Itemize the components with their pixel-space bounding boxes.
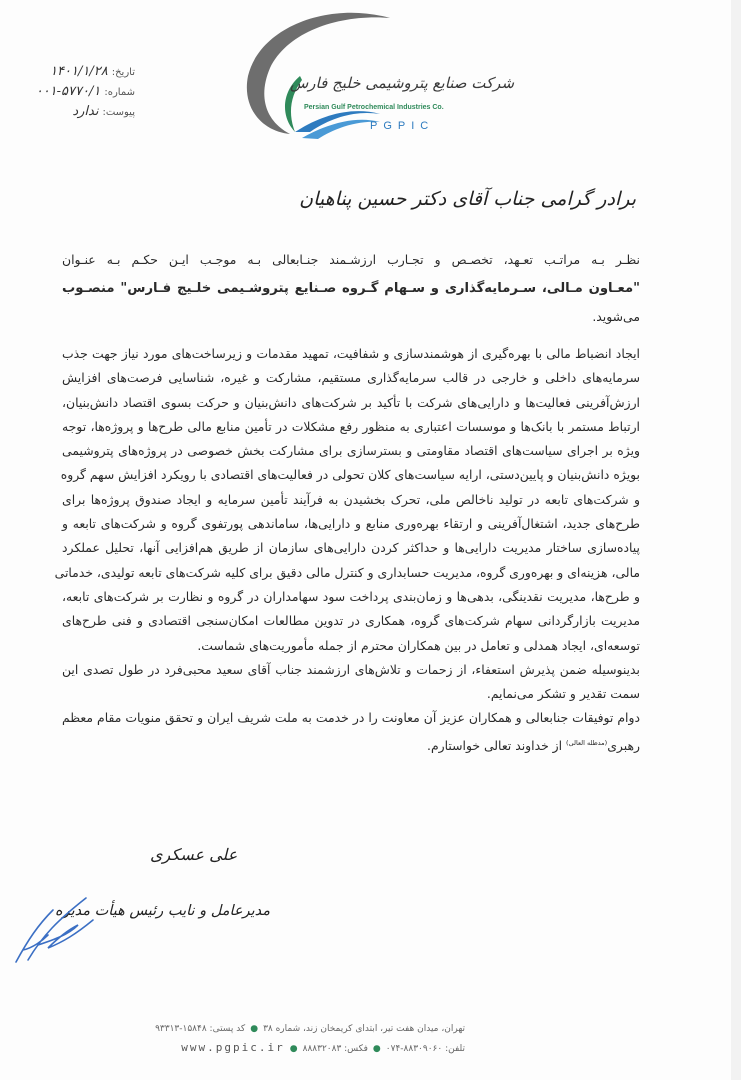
date-label: تاریخ:	[111, 67, 135, 78]
footer-address-line	[155, 1024, 465, 1041]
date-value: ۱۴۰۱/۱/۲۸	[50, 64, 108, 79]
page-edge	[731, 0, 741, 1080]
body-line: ارزش‌آفرینی فعالیت‌ها و دارایی‌های شرکت با تأکید بر شرکت‌های دانش‌بنیان و حرکت بسوی اقتصاد دانش‌بنیان،	[62, 394, 640, 410]
body-line: مالی، هزینه‌ای و بهره‌وری گروه، مدیریت حسابداری و کنترل مالی دقیق برای کلیه شرکت‌های تابعه تولیدی، خدماتی	[54, 564, 640, 580]
closing-end: از خداوند تعالی خواستارم.	[427, 737, 567, 753]
body-line: بویژه دانش‌بنیان و پایین‌دستی، ارایه سیاست‌های کلان تحولی در فعالیت‌های اقتصادی با رویکرد افزایش سهم گروه	[60, 467, 640, 483]
footer-postal: کد پستی: ۱۵۸۴۸-۹۳۳۱۳	[155, 1024, 246, 1034]
body-line: پیاده‌سازی ساختار مدیریت دارایی‌ها و حداکثر کردن دارایی‌های سازمان از طریق هم‌افزایی آنها، تحلیل عملکرد	[62, 540, 640, 556]
intro-paragraph	[62, 246, 640, 332]
intro-line: نظـر بـه مراتـب تعـهد، تخصـص و تجـارب ارزشـمند جنـابعالی بـه موجـب ایـن حکـم بـه عنـوان	[62, 252, 640, 267]
body-line: مدیریت بازارگردانی سهام شرکت‌های گروه، همکاری در تدوین مطالعات امکان‌سنجی اقتصادی و فنی طرح‌های	[62, 613, 640, 629]
body-line: توسعه‌ای، ایجاد همدلی و تعامل در بین همکاران محترم از جمله مأموریت‌های شماست.	[197, 637, 640, 653]
handwritten-signature-icon	[8, 890, 108, 965]
letterhead-footer	[155, 1024, 465, 1058]
body-line: طرح‌های جدید، اشتغال‌آفرینی و ارتقاء بهره‌وری منابع و دارایی‌ها، ساماندهی پورتفوی گروه و شرکت‌های تابعه و	[62, 516, 640, 532]
body-line: ایجاد انضباط مالی با بهره‌گیری از هوشمندسازی و شفافیت، تمهید مقدمات و زیرساخت‌های مورد نیاز جهت جذب	[62, 346, 640, 361]
logo-name-en: Persian Gulf Petrochemical Industries Co.	[304, 104, 444, 111]
attachment-row	[0, 104, 135, 124]
body-text	[54, 342, 640, 755]
attachment-label: پیوست:	[102, 107, 135, 118]
closing-line	[62, 731, 640, 755]
footer-contact-line	[155, 1041, 465, 1058]
body-line: و شرکت‌های تابعه در تولید ناخالص ملی، تحرک بخشیدن به فرآیند تأمین سرمایه و ایجاد صندوق پروژه‌ها برای	[62, 491, 640, 507]
bullet-icon: ●	[289, 1044, 298, 1054]
body-line: سمت تقدیر و تشکر می‌نمایم.	[486, 686, 640, 702]
body-line: ارتباط مستمر با بانک‌ها و موسسات اعتباری به منظور رفع مشکلات در تأمین منابع مالی طرح‌ها و پروژه‌ها، توجه	[62, 418, 640, 434]
appointment-title-line: "معـاون مـالی، سـرمایه‌گذاری و سـهام گـروه صـنایع پتروشـیمی خلـیج فـارس" منصـوب	[62, 280, 640, 296]
body-line: و طرح‌ها، مدیریت نقدینگی، بدهی‌ها و زمان‌بندی پرداخت سود سهامداران در گروه و نظارت بر شرکت‌های تابعه،	[62, 588, 640, 604]
signatory-name: علی عسکری	[150, 845, 238, 864]
company-logo	[240, 6, 515, 141]
footer-phone: تلفن: ۸۸۳۰۹۰۶۰-۰۷۴	[385, 1044, 465, 1054]
logo-name-fa: شرکت صنایع پتروشیمی خلیج فارس	[290, 74, 515, 92]
body-line: دوام توفیقات جنابعالی و همکاران عزیز آن معاونت را در خدمت به ملت شریف ایران و تحقق منویات مقام معظم	[62, 710, 640, 726]
body-line: ویژه بر اجرای سیاست‌های اقتصاد مقاومتی و بسترسازی برای مشارکت بخش خصوصی در پروژه‌های پتروشیمی	[62, 443, 640, 459]
logo-abbr: PGPIC	[370, 120, 435, 132]
bullet-icon: ●	[372, 1044, 381, 1054]
letter-meta	[0, 64, 135, 124]
salutation: برادر گرامی جناب آقای دکتر حسین پناهیان	[299, 188, 636, 210]
closing-start: رهبری	[607, 737, 640, 753]
number-value: ۵۷۷۰/۱-۰۰۱	[35, 84, 101, 99]
footer-website[interactable]: www.pgpic.ir	[181, 1041, 285, 1054]
number-row	[0, 84, 135, 104]
footer-address: تهران، میدان هفت تیر، ابتدای کریمخان زند، شماره ۳۸	[263, 1024, 465, 1034]
date-row	[0, 64, 135, 84]
body-line: سرمایه‌های داخلی و خارجی در قالب سرمایه‌گذاری مستقیم، مشارکت و غیره، شناسایی فرصت‌های افزایش	[62, 370, 640, 386]
signatory-title: مدیرعامل و نایب رئیس هیأت مدیره	[55, 903, 271, 919]
attachment-value: ندارد	[72, 104, 99, 119]
footer-fax: فکس: ۸۸۸۳۲۰۸۳	[302, 1044, 368, 1054]
honorific: (مدظله العالی)	[566, 738, 608, 747]
number-label: شماره:	[104, 87, 135, 98]
intro-line: می‌شوید.	[592, 309, 640, 324]
body-line: بدینوسیله ضمن پذیرش استعفاء، از زحمات و تلاش‌های ارزشمند جناب آقای سعید محبی‌فرد در طول تصدی این	[62, 661, 640, 677]
bullet-icon: ●	[250, 1024, 259, 1034]
